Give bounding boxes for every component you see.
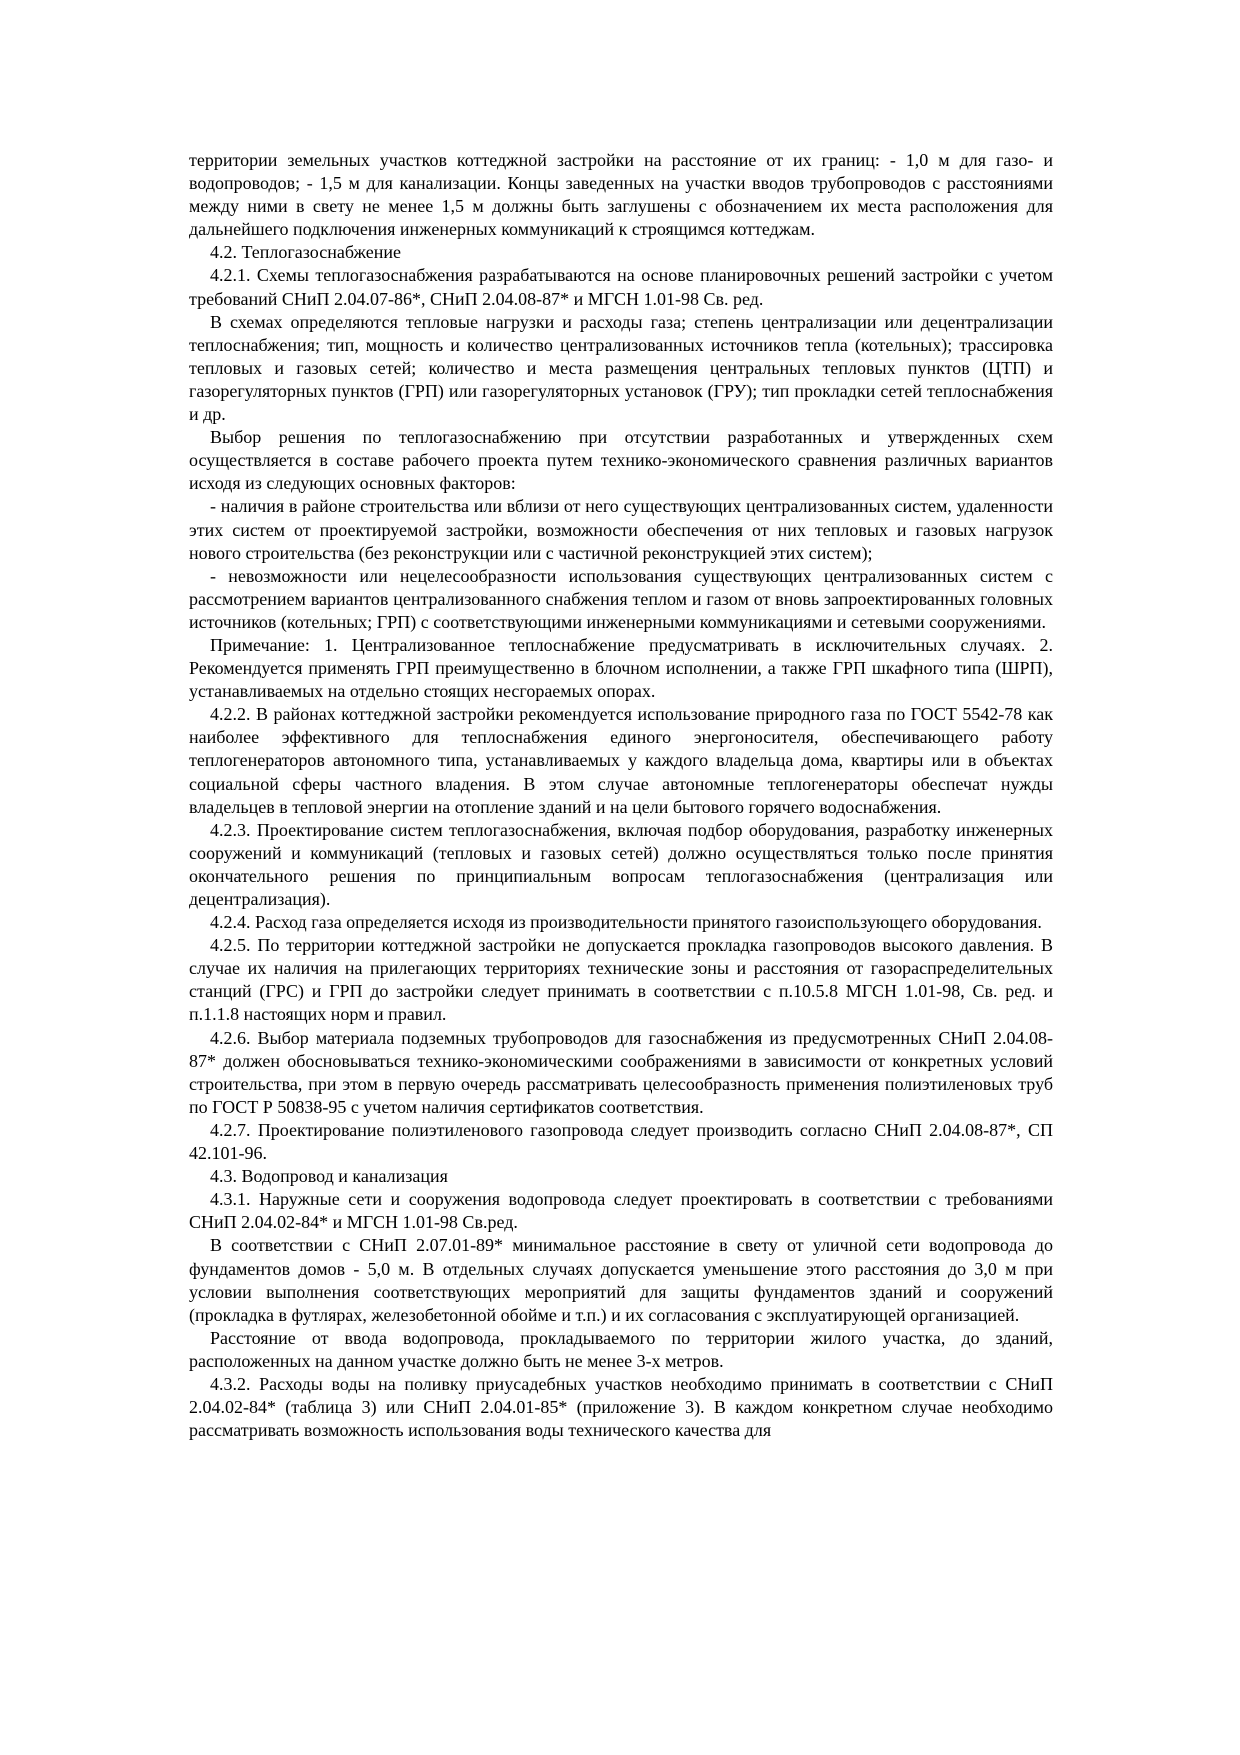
paragraph-4-2-6: 4.2.6. Выбор материала подземных трубопроводов для газоснабжения из предусмотренных СНиП 2.04.08-87* должен обосновываться технико-экономическими соображениями в зависимости от конкретных условий строительства, при этом в первую очередь рассматривать целесообразность применения полиэтиленовых труб по ГОСТ Р 50838-95 с учетом наличия сертификатов соответствия. — [189, 1027, 1053, 1117]
list-item-impossibility: - невозможности или нецелесообразности использования существующих централизованных систем с рассмотрением вариантов централизованного снабжения теплом и газом от вновь запроектированных головных источников (котельных; ГРП) с соответствующими инженерными коммуникациями и сетевыми сооружениями. — [189, 565, 1053, 632]
paragraph-choice: Выбор решения по теплогазоснабжению при отсутствии разработанных и утвержденных схем осуществляется в составе рабочего проекта путем технико-экономического сравнения различных вариантов исходя из следующих основных факторов: — [189, 427, 1053, 494]
paragraph-4-2-2: 4.2.2. В районах коттеджной застройки рекомендуется использование природного газа по ГОСТ 5542-78 как наиболее эффективного для теплоснабжения единого энергоносителя, обеспечивающего работу теплогенераторов автономного типа, устанавливаемых у каждого владельца дома, квартиры или в объектах социальной сферы частного владения. В этом случае автономные теплогенераторы обеспечат нужды владельцев в тепловой энергии на отопление зданий и на цели бытового горячего водоснабжения. — [189, 704, 1053, 817]
document-page — [189, 149, 1053, 1442]
paragraph-4-2-4: 4.2.4. Расход газа определяется исходя из производительности принятого газоиспользующего оборудования. — [210, 912, 1042, 933]
paragraph-schemes: В схемах определяются тепловые нагрузки и расходы газа; степень централизации или децентрализации теплоснабжения; тип, мощность и количество централизованных источников тепла (котельных); трассировка тепловых и газовых сетей; количество и места размещения центральных тепловых пунктов (ЦТП) и газорегуляторных пунктов (ГРП) или газорегуляторных установок (ГРУ); тип прокладки сетей теплоснабжения и др. — [189, 311, 1053, 425]
list-item-presence: - наличия в районе строительства или вблизи от него существующих централизованных систем, удаленности этих систем от проектируемой застройки, возможности обеспечения от них тепловых и газовых нагрузок нового строительства (без реконструкции или с частичной реконструкцией этих систем); — [189, 496, 1053, 563]
paragraph-4-2-5: 4.2.5. По территории коттеджной застройки не допускается прокладка газопроводов высокого давления. В случае их наличия на прилегающих территориях технические зоны и расстояния от газораспределительных станций (ГРС) и ГРП до застройки следует принимать в соответствии с п.10.5.8 МГСН 1.01-98, Св. ред. и п.1.1.8 настоящих норм и правил. — [189, 935, 1053, 1025]
paragraph-4-3-2: 4.3.2. Расходы воды на поливку приусадебных участков необходимо принимать в соответствии с СНиП 2.04.02-84* (таблица 3) или СНиП 2.04.01-85* (приложение 3). В каждом конкретном случае необходимо рассматривать возможность использования воды технического качества для — [189, 1373, 1053, 1441]
paragraph-note: Примечание: 1. Централизованное теплоснабжение предусматривать в исключительных случаях. 2. Рекомендуется применять ГРП преимущественно в блочном исполнении, а также ГРП шкафного типа (ШРП), устанавливаемых на отдельно стоящих несгораемых опорах. — [189, 634, 1053, 702]
paragraph-continuation: территории земельных участков коттеджной застройки на расстояние от их границ: - 1,0 м для газо- и водопроводов; - 1,5 м для канализации. Концы заведенных на участки вводов трубопроводов с расстояниями между ними в свету не менее 1,5 м должны быть заглушены с обозначением их места расположения для дальнейшего подключения инженерных коммуникаций к строящимся коттеджам. — [189, 150, 1053, 240]
paragraph-distance-input: Расстояние от ввода водопровода, прокладываемого по территории жилого участка, до зданий, расположенных на данном участке должно быть не менее 3-х метров. — [189, 1327, 1053, 1371]
section-heading-4-3: 4.3. Водопровод и канализация — [210, 1166, 448, 1187]
paragraph-4-2-3: 4.2.3. Проектирование систем теплогазоснабжения, включая подбор оборудования, разработку инженерных сооружений и коммуникаций (тепловых и газовых сетей) должно осуществляться только после принятия окончательного решения по принципиальным вопросам теплогазоснабжения (централизация или децентрализация). — [189, 819, 1053, 909]
paragraph-4-2-1: 4.2.1. Схемы теплогазоснабжения разрабатываются на основе планировочных решений застройки с учетом требований СНиП 2.04.07-86*, СНиП 2.04.08-87* и МГСН 1.01-98 Св. ред. — [189, 265, 1053, 309]
paragraph-4-3-1: 4.3.1. Наружные сети и сооружения водопровода следует проектировать в соответствии с требованиями СНиП 2.04.02-84* и МГСН 1.01-98 Св.ред. — [189, 1189, 1053, 1233]
paragraph-distance-foundations: В соответствии с СНиП 2.07.01-89* минимальное расстояние в свету от уличной сети водопровода до фундаментов домов - 5,0 м. В отдельных случаях допускается уменьшение этого расстояния до 3,0 м при условии выполнения соответствующих мероприятий для защиты фундаментов зданий и сооружений (прокладка в футлярах, железобетонной обойме и т.п.) и их согласования с эксплуатирующей организацией. — [189, 1235, 1053, 1325]
section-heading-4-2: 4.2. Теплогазоснабжение — [210, 242, 402, 263]
paragraph-4-2-7: 4.2.7. Проектирование полиэтиленового газопровода следует производить согласно СНиП 2.04.08-87*, СП 42.101-96. — [189, 1119, 1053, 1164]
